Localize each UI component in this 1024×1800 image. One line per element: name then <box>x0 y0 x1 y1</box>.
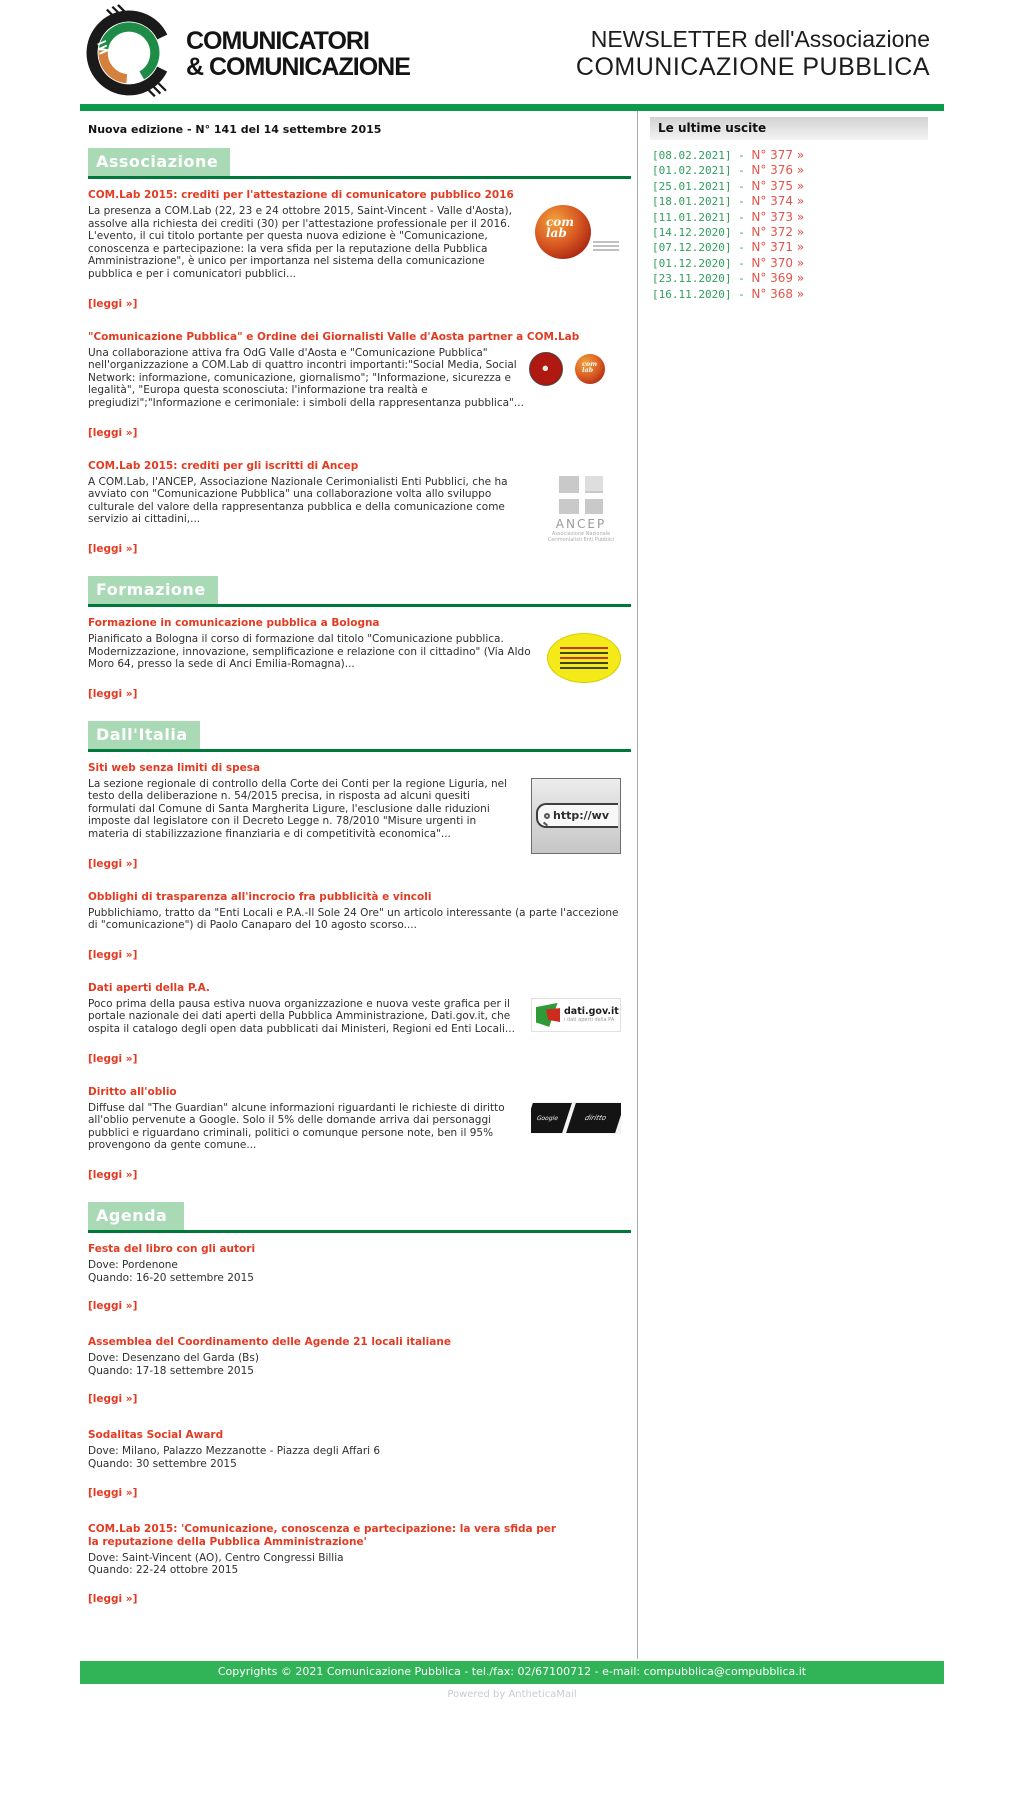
issue-link[interactable]: [11.01.2021] - N° 373 » <box>652 209 805 224</box>
comlab-ball: com lab <box>535 205 591 259</box>
event-date: Quando: 30 settembre 2015 <box>88 1457 237 1470</box>
issue-number: N° 375 » <box>751 178 805 193</box>
section-header-agenda <box>88 1202 631 1233</box>
read-more-link[interactable]: [leggi »] <box>88 1393 138 1406</box>
issue-link[interactable]: [01.12.2020] - N° 370 » <box>652 255 805 270</box>
issue-number: N° 377 » <box>751 148 805 162</box>
italy-flag-icon <box>536 1003 560 1027</box>
newsletter-title-line1: NEWSLETTER dell'Associazione <box>590 26 930 52</box>
issue-date: [11.01.2021] <box>652 210 732 224</box>
header <box>80 0 944 104</box>
formazione-sticker-image <box>547 633 621 683</box>
article-title[interactable]: Formazione in comunicazione pubblica a Bologna <box>88 616 380 629</box>
article <box>88 331 631 440</box>
article <box>88 982 631 1066</box>
issue-date: [08.02.2021] <box>652 149 732 162</box>
top-divider-bar <box>80 104 944 111</box>
issue-link[interactable]: [08.02.2021] - N° 377 » <box>652 148 805 162</box>
agenda-event <box>88 1523 631 1606</box>
newsletter-page <box>80 0 944 1712</box>
issue-date: [23.11.2020] <box>652 272 732 286</box>
article-body: Una collaborazione attiva fra OdG Valle d'Aosta e "Comunicazione Pubblica" nell'organizzazione a COM.Lab di quattro incontri importanti:"Social Media, Social Network: informazione, comunicazione, giornalismo"; "Informazione, sicurezza e legalità", "Europa questa sconosciuta: l'informazione tra realtà e pregiudizi";"Informazione e cerimoniale: i simboli della rappresentanza pubblica"... <box>88 346 524 409</box>
issue-number: N° 371 » <box>751 240 805 255</box>
brand-title <box>186 28 410 80</box>
comlab-caption <box>593 239 619 253</box>
article-body: Pianificato a Bologna il corso di formazione dal titolo "Comunicazione pubblica. Modernizzazione, innovazione, semplificazione e relazione con il cittadino" (Via Aldo Moro 64, presso la sede di Anci Emilia-Romagna)... <box>88 632 531 671</box>
brand-title-line2: & COMUNICAZIONE <box>186 53 410 81</box>
article-title[interactable]: Diritto all'oblio <box>88 1085 177 1098</box>
section-label: Agenda <box>88 1202 184 1230</box>
event-date: Quando: 17-18 settembre 2015 <box>88 1364 254 1377</box>
issue-number: N° 373 » <box>751 209 805 224</box>
issue-link[interactable]: [18.01.2021] - N° 374 » <box>652 194 805 209</box>
read-more-link[interactable]: [leggi »] <box>88 426 138 439</box>
article-body: Poco prima della pausa estiva nuova organizzazione e nuova veste grafica per il portale nazionale dei dati aperti della Pubblica Amministrazione, Dati.gov.it, che ospita il catalogo degli open data pubblicati dai Ministeri, Regioni ed Enti Locali... <box>88 997 515 1036</box>
ancep-emblem <box>559 476 603 514</box>
article-body: Diffuse dal "The Guardian" alcune informazioni riguardanti le richieste di diritto all'oblio pervenute a Google. Solo il 5% delle domande arriva dai personaggi pubblici e riguardano criminali, politici o comunque persone note, ben il 95% provengono da gente comune... <box>88 1101 505 1152</box>
issue-date: [01.12.2020] <box>652 256 732 270</box>
event-location: Dove: Desenzano del Garda (Bs) <box>88 1352 259 1365</box>
agenda-event <box>88 1429 631 1499</box>
article <box>88 1086 631 1182</box>
issue-link[interactable]: [01.02.2021] - N° 376 » <box>652 163 805 178</box>
issue-date: [25.01.2021] <box>652 179 732 193</box>
issue-link[interactable]: [07.12.2020] - N° 371 » <box>652 240 805 255</box>
article <box>88 617 631 701</box>
article <box>88 762 631 871</box>
article-body: Pubblichiamo, tratto da "Enti Locali e P.A.-Il Sole 24 Ore" un articolo interessante (a parte l'accezione di "comunicazione") di Paolo Canaparo del 10 agosto scorso.... <box>88 906 619 932</box>
read-more-link[interactable]: [leggi »] <box>88 1592 138 1605</box>
article <box>88 460 631 556</box>
oblio-google-image: Google diritto <box>531 1102 621 1134</box>
article-title[interactable]: Dati aperti della P.A. <box>88 981 210 994</box>
read-more-link[interactable]: [leggi »] <box>88 1300 138 1313</box>
issue-date: [01.02.2021] <box>652 164 732 178</box>
event-date: Quando: 16-20 settembre 2015 <box>88 1271 254 1284</box>
read-more-link[interactable]: [leggi »] <box>88 948 138 961</box>
association-logo-icon <box>82 4 176 104</box>
issue-link[interactable]: [25.01.2021] - N° 375 » <box>652 178 805 193</box>
issue-number: N° 372 » <box>751 225 805 240</box>
issue-link[interactable]: [14.12.2020] - N° 372 » <box>652 225 805 240</box>
agenda-event <box>88 1336 631 1406</box>
event-location: Dove: Saint-Vincent (AO), Centro Congressi Billia <box>88 1551 344 1564</box>
read-more-link[interactable]: [leggi »] <box>88 1169 138 1181</box>
ancep-logo-image: ANCEP Associazione Nazionale Cerimonialisti Enti Pubblici <box>541 476 621 543</box>
issue-date: [18.01.2021] <box>652 195 732 209</box>
footer-copyright: Copyrights © 2021 Comunicazione Pubblica - tel./fax: 02/67100712 - e-mail: compubblica@compubblica.it <box>80 1661 944 1684</box>
comlab-logo-image <box>535 205 621 263</box>
main-content <box>80 111 638 1659</box>
section-label: Dall'Italia <box>88 721 200 749</box>
issue-number: N° 374 » <box>751 194 805 209</box>
section-label: Associazione <box>88 148 230 176</box>
powered-by: Powered by AntheticaMail <box>447 1688 577 1700</box>
article-body: La sezione regionale di controllo della Corte dei Conti per la regione Liguria, nel testo della deliberazione n. 54/2015 precisa, in risposta ad alcuni quesiti formulati dal Comune di Santa Margherita Ligure, l'esclusione dalle riduzioni imposte dal legislatore con il Decreto Legge n. 78/2010 "Misure urgenti in materia di stabilizzazione finanziaria e di competitività economica"... <box>88 777 508 841</box>
brand-title-line1: COMUNICATORI <box>186 27 369 55</box>
event-title[interactable]: Sodalitas Social Award <box>88 1429 224 1442</box>
read-more-link[interactable]: [leggi »] <box>88 857 138 870</box>
article-body: La presenza a COM.Lab (22, 23 e 24 ottobre 2015, Saint-Vincent - Valle d'Aosta), assolve alla richiesta dei crediti (30) per l'attestazione professionale per il 2016. L'evento, il cui titolo portante per questa nuova edizione è "Comunicazione, conoscenza e partecipazione: la vera sfida per la reputazione della Pubblica Amministrazione", è unico per importanza nel sistema della comunicazione pubblica e per i comunicatori pubblici... <box>88 205 512 280</box>
event-location: Dove: Pordenone <box>88 1259 178 1271</box>
issue-number: N° 376 » <box>751 163 805 178</box>
footer <box>80 1661 944 1712</box>
event-date: Quando: 22-24 ottobre 2015 <box>88 1564 239 1577</box>
odg-comlab-image <box>529 347 621 391</box>
newsletter-title <box>576 26 944 82</box>
read-more-link[interactable]: [leggi »] <box>88 297 138 310</box>
section-header-dallitalia <box>88 721 631 752</box>
brand <box>82 4 410 104</box>
issue-date: [16.11.2020] <box>652 287 732 301</box>
issue-number: N° 370 » <box>751 255 805 270</box>
article <box>88 891 631 962</box>
issues-list <box>650 148 928 302</box>
event-title[interactable]: Festa del libro con gli autori <box>88 1243 256 1255</box>
article-title[interactable]: COM.Lab 2015: crediti per l'attestazione di comunicatore pubblico 2016 <box>88 189 514 201</box>
issue-number: N° 368 » <box>751 286 805 301</box>
section-label: Formazione <box>88 576 218 604</box>
article <box>88 189 631 311</box>
article-body: A COM.Lab, l'ANCEP, Associazione Nazionale Cerimonialisti Enti Pubblici, che ha avviato con "Comunicazione Pubblica" una collaborazione volta allo sviluppo culturale del valore della rappresentanza pubblica e della comunicazione come servizio ai cittadini,... <box>88 475 508 526</box>
red-disc-icon <box>529 352 563 386</box>
issue-link[interactable]: [16.11.2020] - N° 368 » <box>652 286 805 301</box>
event-title[interactable]: COM.Lab 2015: 'Comunicazione, conoscenza e partecipazione: la vera sfida per la reputazione della Pubblica Amministrazione' <box>88 1522 557 1548</box>
magnifier-icon <box>544 813 550 819</box>
comlab-mini-logo: com lab <box>575 354 605 384</box>
issue-link[interactable]: [23.11.2020] - N° 369 » <box>652 271 805 286</box>
url-bar-image: http://wv <box>531 778 621 854</box>
article-title[interactable]: Siti web senza limiti di spesa <box>88 761 261 774</box>
read-more-link[interactable]: [leggi »] <box>88 1052 138 1065</box>
issue-date: [07.12.2020] <box>652 241 732 255</box>
edition-title: Nuova edizione - N° 141 del 14 settembre 2015 <box>88 123 382 136</box>
newsletter-title-line2: COMUNICAZIONE PUBBLICA <box>575 53 930 81</box>
agenda-event <box>88 1243 631 1313</box>
dati-gov-logo-image: dati.gov.it i dati aperti della PA <box>531 998 621 1032</box>
section-header-formazione <box>88 576 631 607</box>
event-title[interactable]: Assemblea del Coordinamento delle Agende 21 locali italiane <box>88 1336 451 1349</box>
sidebar <box>638 111 944 1659</box>
read-more-link[interactable]: [leggi »] <box>88 1486 138 1499</box>
issue-date: [14.12.2020] <box>652 226 732 240</box>
sidebar-title: Le ultime uscite <box>650 117 928 140</box>
read-more-link[interactable]: [leggi »] <box>88 687 138 700</box>
article-title[interactable]: "Comunicazione Pubblica" e Ordine dei Giornalisti Valle d'Aosta partner a COM.Lab <box>88 330 580 343</box>
read-more-link[interactable]: [leggi »] <box>88 542 138 555</box>
section-header-associazione <box>88 148 631 179</box>
article-title[interactable]: Obblighi di trasparenza all'incrocio fra pubblicità e vincoli <box>88 890 432 903</box>
event-location: Dove: Milano, Palazzo Mezzanotte - Piazza degli Affari 6 <box>88 1445 381 1458</box>
article-title[interactable]: COM.Lab 2015: crediti per gli iscritti di Ancep <box>88 459 359 472</box>
issue-number: N° 369 » <box>751 271 805 286</box>
